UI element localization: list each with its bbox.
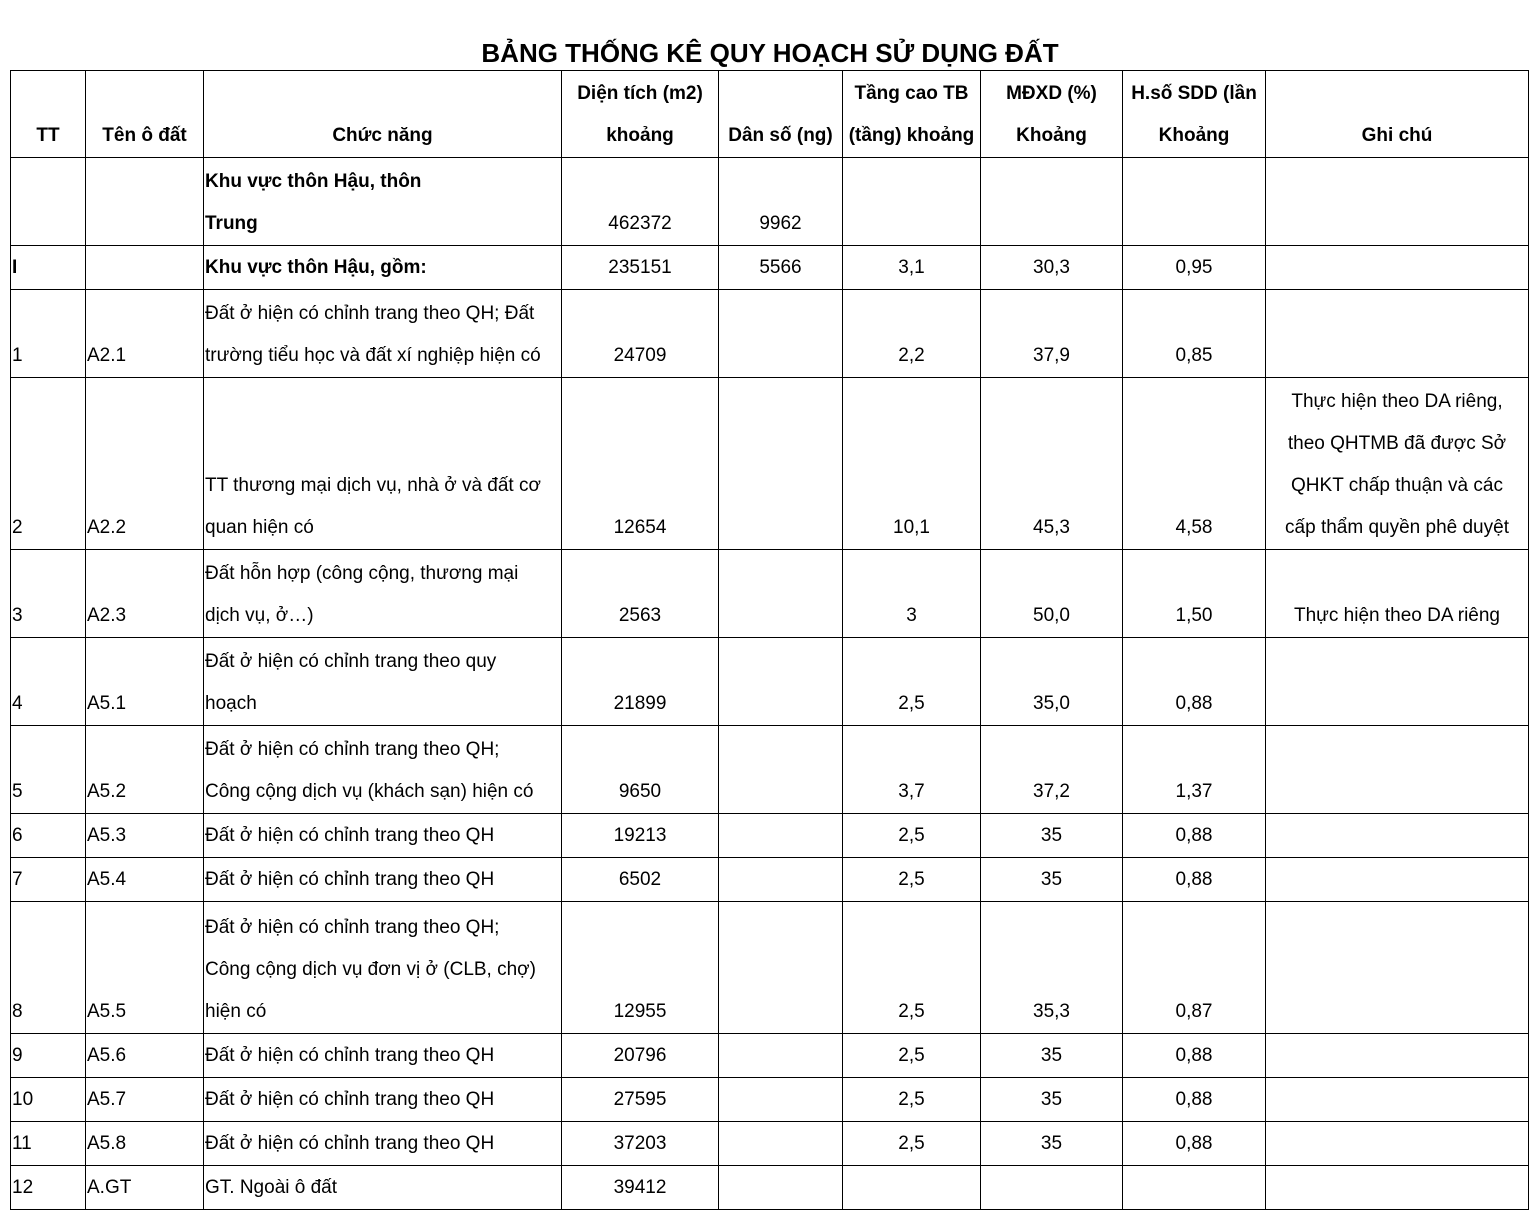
row-coverage-cell: 45,3 — [981, 378, 1123, 550]
row-floors-cell: 2,5 — [843, 1078, 981, 1122]
row-tt-cell: 10 — [11, 1078, 86, 1122]
section-name-cell: Khu vực thôn Hậu, gồm: — [204, 246, 562, 290]
row-function-cell — [204, 1078, 562, 1122]
row-function-line: TT thương mại dịch vụ, nhà ở và đất cơ — [205, 475, 541, 496]
section-tt-cell: I — [11, 246, 86, 290]
row-coverage-cell: 50,0 — [981, 550, 1123, 638]
row-code-cell: A2.3 — [86, 550, 204, 638]
row-note-cell — [1266, 378, 1529, 550]
row-population-cell — [719, 1034, 843, 1078]
row-code-cell: A.GT — [86, 1166, 204, 1210]
row-population-cell — [719, 814, 843, 858]
summary-code-cell — [86, 158, 204, 246]
row-tt-cell: 2 — [11, 378, 86, 550]
row-population-cell — [719, 726, 843, 814]
row-code-cell: A5.7 — [86, 1078, 204, 1122]
summary-far-cell — [1123, 158, 1266, 246]
row-code-cell: A2.2 — [86, 378, 204, 550]
row-tt-cell: 1 — [11, 290, 86, 378]
row-tt-cell: 9 — [11, 1034, 86, 1078]
header-hsdd-line1: H.số SDD (lần — [1131, 83, 1257, 104]
row-note-cell — [1266, 858, 1529, 902]
header-mdxd-line1: MĐXD (%) — [1006, 83, 1097, 104]
row-tt-cell: 5 — [11, 726, 86, 814]
row-function-line: Đất ở hiện có chỉnh trang theo QH — [205, 825, 495, 846]
row-tt-cell: 3 — [11, 550, 86, 638]
row-population-cell — [719, 290, 843, 378]
summary-name-line2: Trung — [205, 213, 258, 234]
header-tt: TT — [11, 71, 86, 158]
row-far-cell: 1,37 — [1123, 726, 1266, 814]
row-area-cell: 9650 — [562, 726, 719, 814]
row-far-cell: 0,88 — [1123, 1078, 1266, 1122]
header-mdxd-line2: Khoảng — [1016, 125, 1087, 146]
row-floors-cell: 2,5 — [843, 814, 981, 858]
row-area-cell: 39412 — [562, 1166, 719, 1210]
row-floors-cell: 3,7 — [843, 726, 981, 814]
summary-population-cell: 9962 — [719, 158, 843, 246]
row-note-line: theo QHTMB đã được Sở — [1287, 433, 1507, 454]
row-function-cell — [204, 858, 562, 902]
row-area-cell: 27595 — [562, 1078, 719, 1122]
section-far-cell: 0,95 — [1123, 246, 1266, 290]
row-coverage-cell: 35,3 — [981, 902, 1123, 1034]
row-function-cell — [204, 378, 562, 550]
row-floors-cell: 2,5 — [843, 1122, 981, 1166]
row-coverage-cell: 35 — [981, 814, 1123, 858]
row-floors-cell — [843, 1166, 981, 1210]
row-function-line: quan hiện có — [205, 517, 314, 538]
row-note-cell — [1266, 902, 1529, 1034]
row-coverage-cell: 37,2 — [981, 726, 1123, 814]
row-note-line: QHKT chấp thuận và các — [1291, 475, 1503, 496]
row-area-cell: 6502 — [562, 858, 719, 902]
row-population-cell — [719, 378, 843, 550]
row-floors-cell: 10,1 — [843, 378, 981, 550]
row-function-line: Công cộng dịch vụ đơn vị ở (CLB, chợ) — [205, 959, 536, 980]
table-row — [11, 638, 1529, 726]
row-population-cell — [719, 638, 843, 726]
summary-note-cell — [1266, 158, 1529, 246]
row-tt-cell: 12 — [11, 1166, 86, 1210]
row-function-cell — [204, 638, 562, 726]
header-dan-so: Dân số (ng) — [719, 71, 843, 158]
section-row — [11, 246, 1529, 290]
row-function-line: Đất ở hiện có chỉnh trang theo QH — [205, 1045, 495, 1066]
page-title: BẢNG THỐNG KÊ QUY HOẠCH SỬ DỤNG ĐẤT — [481, 38, 1059, 68]
row-floors-cell: 2,5 — [843, 1034, 981, 1078]
row-code-cell: A5.5 — [86, 902, 204, 1034]
row-population-cell — [719, 1122, 843, 1166]
header-tang-cao-line1: Tầng cao TB — [854, 83, 969, 104]
row-far-cell: 0,88 — [1123, 814, 1266, 858]
summary-tt-cell — [11, 158, 86, 246]
row-note-cell — [1266, 814, 1529, 858]
row-code-cell: A5.3 — [86, 814, 204, 858]
header-dien-tich-line2: khoảng — [606, 125, 674, 146]
table-row — [11, 902, 1529, 1034]
table-row — [11, 726, 1529, 814]
row-floors-cell: 2,5 — [843, 902, 981, 1034]
row-coverage-cell: 35 — [981, 858, 1123, 902]
row-function-line: Đất hỗn hợp (công cộng, thương mại — [205, 563, 519, 584]
row-function-line: Đất ở hiện có chỉnh trang theo QH — [205, 869, 495, 890]
row-function-cell — [204, 902, 562, 1034]
row-function-cell — [204, 1034, 562, 1078]
row-area-cell: 2563 — [562, 550, 719, 638]
header-ten-o-dat: Tên ô đất — [86, 71, 204, 158]
header-tang-cao — [843, 71, 981, 158]
land-use-table — [10, 70, 1529, 1210]
row-far-cell — [1123, 1166, 1266, 1210]
row-function-line: GT. Ngoài ô đất — [205, 1177, 338, 1198]
row-code-cell: A5.2 — [86, 726, 204, 814]
row-note-line: cấp thẩm quyền phê duyệt — [1285, 517, 1509, 538]
row-area-cell: 12955 — [562, 902, 719, 1034]
row-area-cell: 19213 — [562, 814, 719, 858]
row-function-line: hoạch — [205, 693, 257, 714]
row-tt-cell: 6 — [11, 814, 86, 858]
row-area-cell: 21899 — [562, 638, 719, 726]
row-tt-cell: 11 — [11, 1122, 86, 1166]
row-note-line: Thực hiện theo DA riêng — [1293, 605, 1500, 626]
header-hsdd-line2: Khoảng — [1158, 125, 1230, 146]
row-note-cell — [1266, 1122, 1529, 1166]
row-note-cell — [1266, 550, 1529, 638]
row-population-cell — [719, 858, 843, 902]
row-area-cell: 37203 — [562, 1122, 719, 1166]
summary-name-cell — [204, 158, 562, 246]
row-function-cell — [204, 1122, 562, 1166]
table-row — [11, 290, 1529, 378]
row-note-cell — [1266, 726, 1529, 814]
row-function-line: hiện có — [205, 1001, 267, 1022]
row-function-cell — [204, 726, 562, 814]
row-population-cell — [719, 1166, 843, 1210]
row-code-cell: A5.6 — [86, 1034, 204, 1078]
row-coverage-cell — [981, 1166, 1123, 1210]
header-dien-tich-line1: Diện tích (m2) — [577, 83, 703, 104]
row-coverage-cell: 35 — [981, 1078, 1123, 1122]
row-code-cell: A5.1 — [86, 638, 204, 726]
row-function-line: Công cộng dịch vụ (khách sạn) hiện có — [205, 781, 534, 802]
row-function-cell — [204, 290, 562, 378]
row-note-cell — [1266, 638, 1529, 726]
row-function-line: Đất ở hiện có chỉnh trang theo QH; — [205, 917, 500, 938]
row-code-cell: A2.1 — [86, 290, 204, 378]
row-area-cell: 12654 — [562, 378, 719, 550]
row-floors-cell: 2,2 — [843, 290, 981, 378]
table-header-row — [11, 71, 1529, 158]
row-far-cell: 4,58 — [1123, 378, 1266, 550]
row-note-cell — [1266, 290, 1529, 378]
header-dien-tich — [562, 71, 719, 158]
row-population-cell — [719, 550, 843, 638]
header-chuc-nang: Chức năng — [204, 71, 562, 158]
header-ghi-chu: Ghi chú — [1266, 71, 1529, 158]
section-area-cell: 235151 — [562, 246, 719, 290]
row-area-cell: 24709 — [562, 290, 719, 378]
row-floors-cell: 2,5 — [843, 638, 981, 726]
row-function-line: trường tiểu học và đất xí nghiệp hiện có — [205, 345, 541, 366]
row-far-cell: 0,85 — [1123, 290, 1266, 378]
section-population-cell: 5566 — [719, 246, 843, 290]
row-code-cell: A5.8 — [86, 1122, 204, 1166]
row-coverage-cell: 35 — [981, 1122, 1123, 1166]
header-hsdd — [1123, 71, 1266, 158]
row-tt-cell: 4 — [11, 638, 86, 726]
table-row — [11, 1166, 1529, 1210]
table-row — [11, 814, 1529, 858]
summary-floors-cell — [843, 158, 981, 246]
row-function-cell — [204, 1166, 562, 1210]
row-far-cell: 0,88 — [1123, 638, 1266, 726]
row-far-cell: 0,88 — [1123, 1034, 1266, 1078]
summary-coverage-cell — [981, 158, 1123, 246]
section-note-cell — [1266, 246, 1529, 290]
header-mdxd — [981, 71, 1123, 158]
table-row — [11, 1122, 1529, 1166]
row-tt-cell: 8 — [11, 902, 86, 1034]
summary-name-line1: Khu vực thôn Hậu, thôn — [205, 171, 422, 192]
summary-area-cell: 462372 — [562, 158, 719, 246]
row-function-line: dịch vụ, ở…) — [205, 605, 314, 626]
row-function-cell — [204, 550, 562, 638]
row-coverage-cell: 35 — [981, 1034, 1123, 1078]
section-coverage-cell: 30,3 — [981, 246, 1123, 290]
row-far-cell: 0,87 — [1123, 902, 1266, 1034]
row-area-cell: 20796 — [562, 1034, 719, 1078]
row-coverage-cell: 37,9 — [981, 290, 1123, 378]
row-population-cell — [719, 902, 843, 1034]
row-note-cell — [1266, 1078, 1529, 1122]
row-function-line: Đất ở hiện có chỉnh trang theo QH — [205, 1133, 495, 1154]
table-row — [11, 1078, 1529, 1122]
row-far-cell: 1,50 — [1123, 550, 1266, 638]
row-function-line: Đất ở hiện có chỉnh trang theo QH — [205, 1089, 495, 1110]
section-code-cell — [86, 246, 204, 290]
header-tang-cao-line2: (tầng) khoảng — [848, 125, 975, 146]
table-row — [11, 378, 1529, 550]
row-tt-cell: 7 — [11, 858, 86, 902]
row-far-cell: 0,88 — [1123, 1122, 1266, 1166]
row-function-line: Đất ở hiện có chỉnh trang theo QH; Đất — [205, 303, 535, 324]
section-floors-cell: 3,1 — [843, 246, 981, 290]
row-note-cell — [1266, 1034, 1529, 1078]
row-far-cell: 0,88 — [1123, 858, 1266, 902]
row-floors-cell: 3 — [843, 550, 981, 638]
row-code-cell: A5.4 — [86, 858, 204, 902]
row-population-cell — [719, 1078, 843, 1122]
row-note-line: Thực hiện theo DA riêng, — [1291, 391, 1503, 412]
table-row — [11, 858, 1529, 902]
table-row — [11, 550, 1529, 638]
row-function-cell — [204, 814, 562, 858]
row-function-line: Đất ở hiện có chỉnh trang theo quy — [205, 651, 497, 672]
row-coverage-cell: 35,0 — [981, 638, 1123, 726]
row-note-cell — [1266, 1166, 1529, 1210]
row-function-line: Đất ở hiện có chỉnh trang theo QH; — [205, 739, 500, 760]
row-floors-cell: 2,5 — [843, 858, 981, 902]
summary-total-row — [11, 158, 1529, 246]
table-row — [11, 1034, 1529, 1078]
